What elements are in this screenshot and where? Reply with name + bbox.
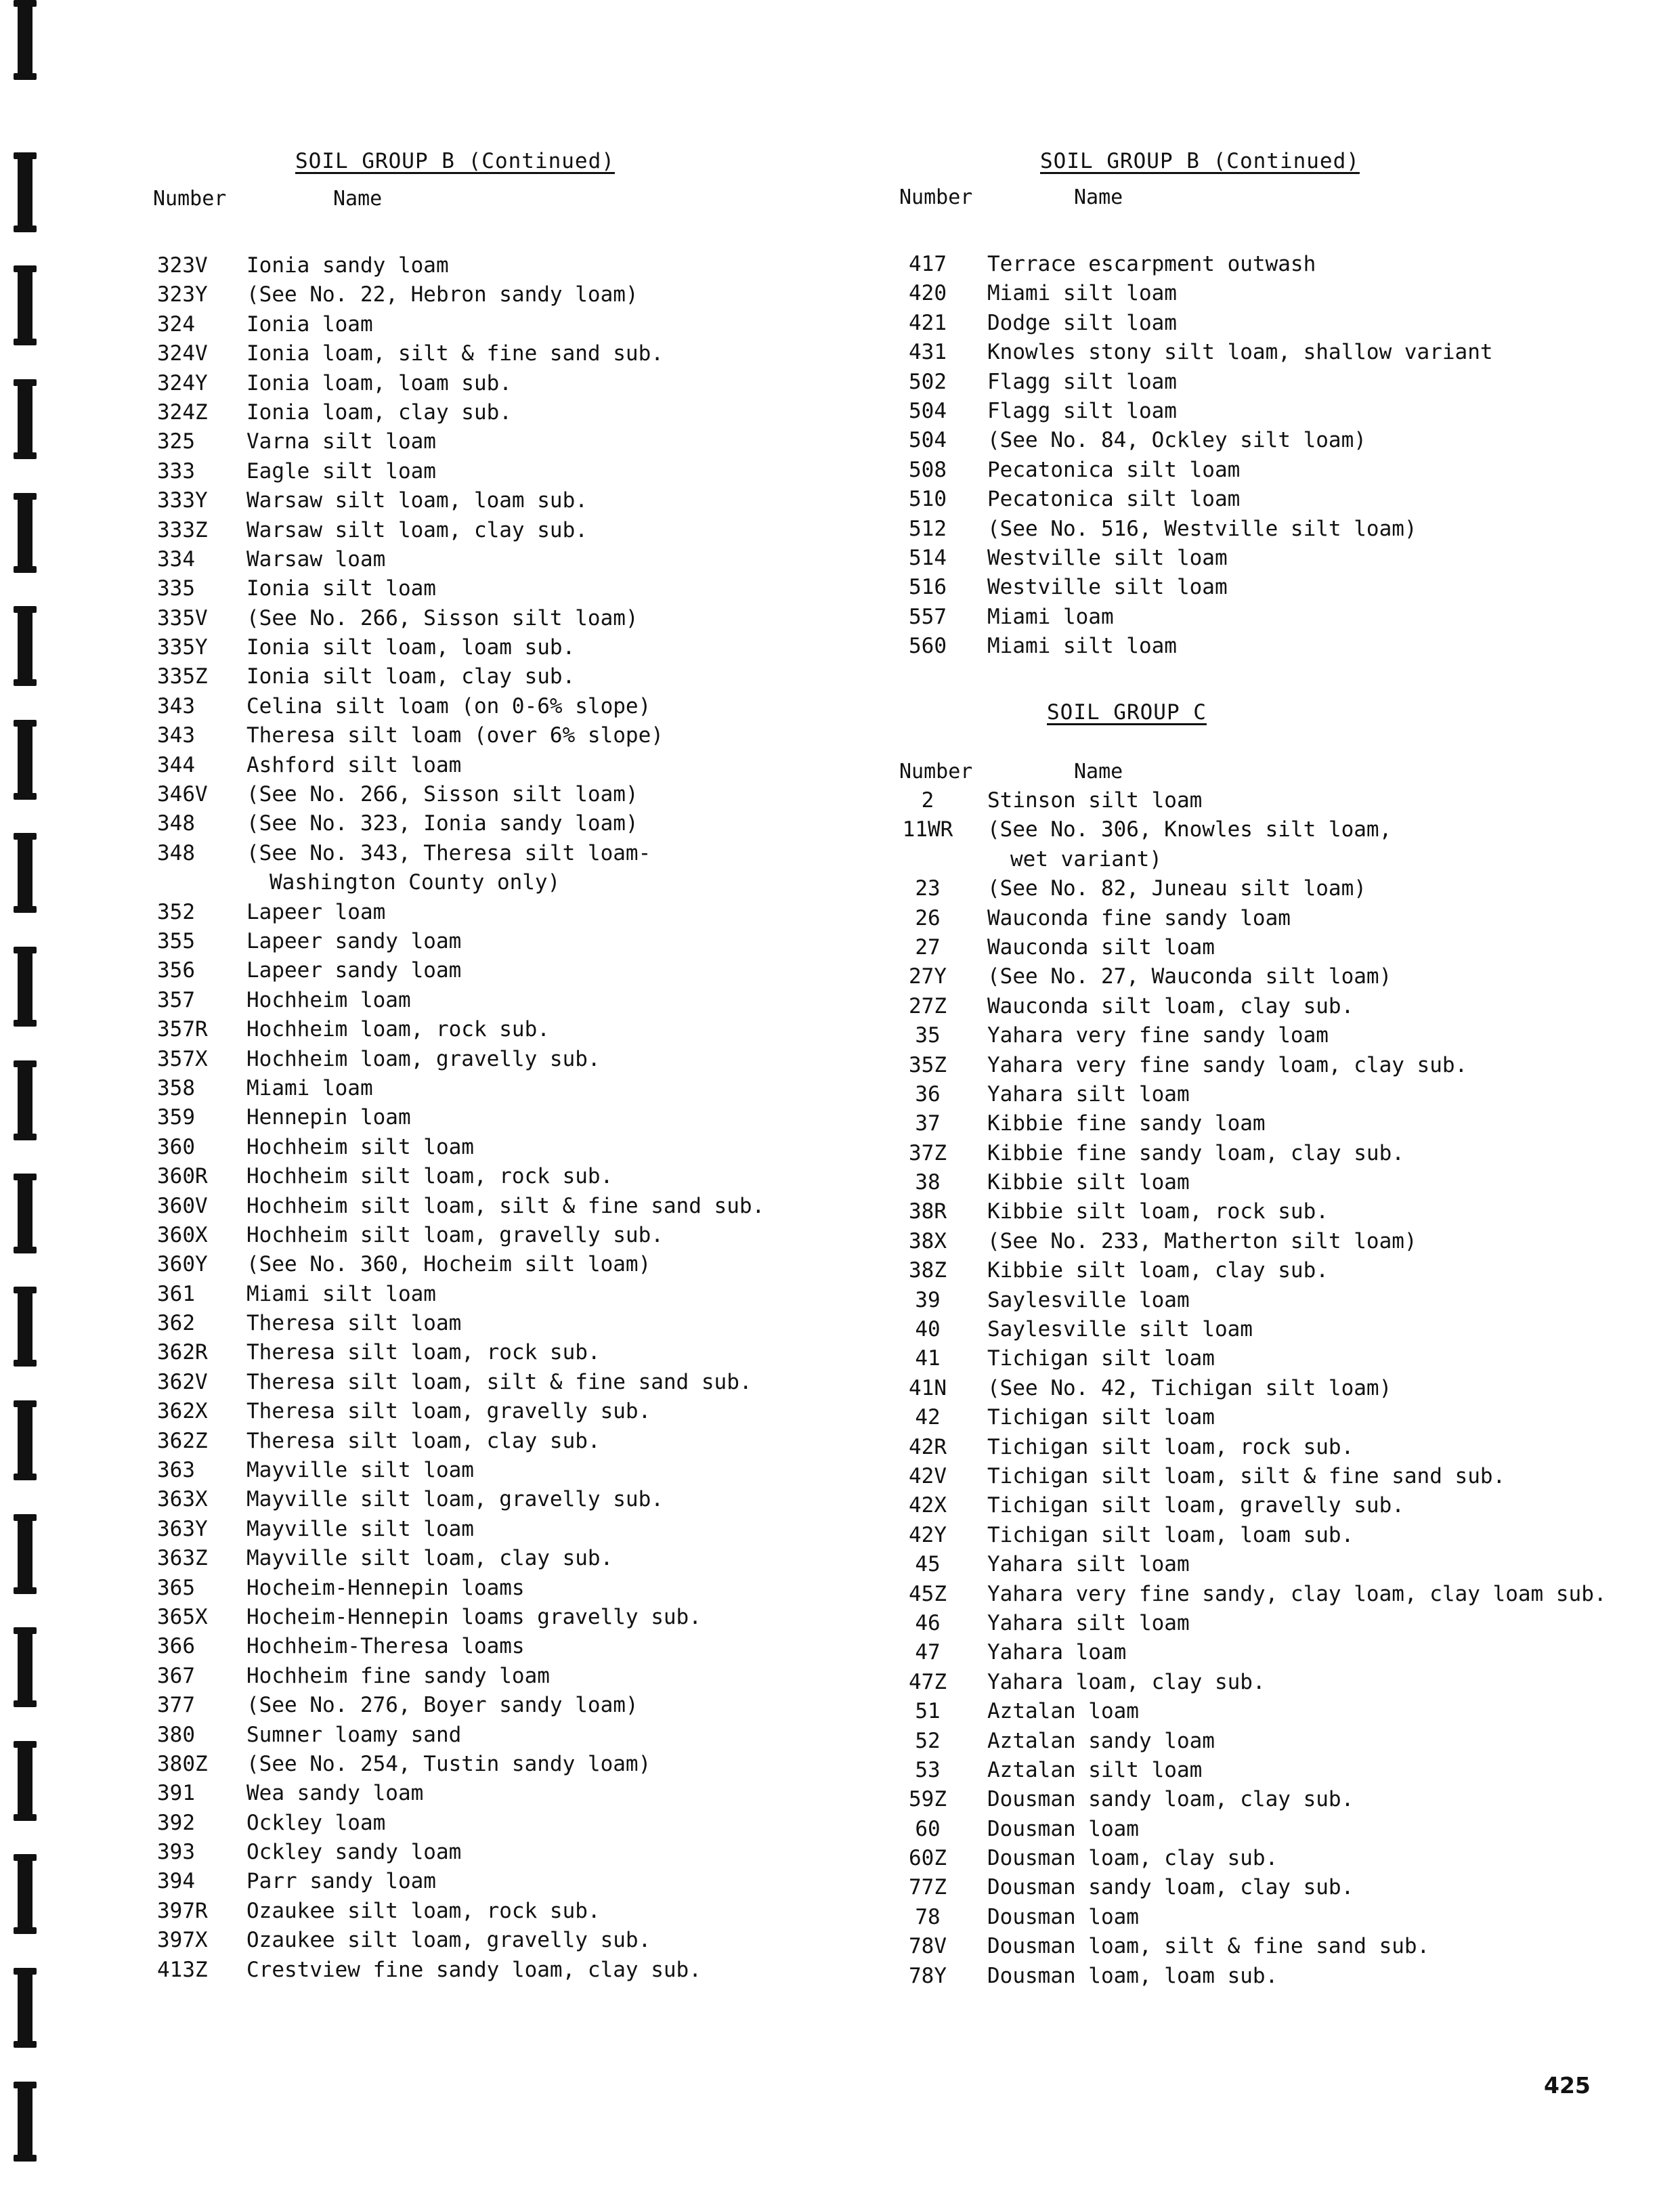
soil-name: Ionia loam, silt & fine sand sub. bbox=[246, 341, 664, 366]
soil-name: Lapeer loam bbox=[246, 899, 386, 924]
soil-number: 47 bbox=[915, 1640, 941, 1665]
soil-number: 45Z bbox=[909, 1581, 947, 1606]
binding-hole bbox=[18, 152, 33, 232]
soil-number: 52 bbox=[915, 1728, 941, 1753]
left-col-name-header: Name bbox=[333, 187, 383, 211]
page-number: 425 bbox=[1544, 2072, 1591, 2099]
soil-name: Kibbie silt loam, rock sub. bbox=[987, 1199, 1329, 1224]
soil-name: Wauconda fine sandy loam bbox=[987, 905, 1291, 930]
soil-number: 343 bbox=[157, 693, 195, 718]
soil-name: Knowles stony silt loam, shallow variant bbox=[987, 340, 1493, 365]
soil-name: Stinson silt loam bbox=[987, 788, 1203, 813]
soil-number: 324Z bbox=[157, 400, 208, 425]
soil-name: Washington County only) bbox=[270, 870, 561, 895]
soil-number: 508 bbox=[909, 457, 947, 482]
soil-number: 397R bbox=[157, 1898, 208, 1923]
soil-name: Dousman loam, loam sub. bbox=[987, 1963, 1278, 1988]
soil-name: Hocheim-Hennepin loams gravelly sub. bbox=[246, 1604, 702, 1629]
soil-number: 42 bbox=[915, 1405, 941, 1430]
soil-number: 60 bbox=[915, 1816, 941, 1841]
soil-name: Hochheim loam, gravelly sub. bbox=[246, 1046, 601, 1071]
soil-number: 363Z bbox=[157, 1546, 208, 1571]
binding-hole bbox=[18, 606, 33, 686]
soil-name: Warsaw silt loam, loam sub. bbox=[246, 488, 588, 513]
soil-number: 51 bbox=[915, 1699, 941, 1724]
soil-number: 362V bbox=[157, 1369, 208, 1394]
binding-hole bbox=[18, 947, 33, 1027]
soil-number: 11WR bbox=[902, 817, 953, 842]
soil-name: Theresa silt loam, clay sub. bbox=[246, 1428, 601, 1453]
soil-name: Ashford silt loam bbox=[246, 752, 462, 777]
soil-name: Theresa silt loam bbox=[246, 1311, 462, 1336]
soil-name: Hochheim fine sandy loam bbox=[246, 1663, 550, 1688]
soil-name: (See No. 360, Hocheim silt loam) bbox=[246, 1252, 651, 1277]
soil-number: 360V bbox=[157, 1193, 208, 1218]
soil-number: 40 bbox=[915, 1317, 941, 1342]
soil-number: 47Z bbox=[909, 1669, 947, 1694]
binding-hole bbox=[18, 1174, 33, 1253]
soil-name: Aztalan sandy loam bbox=[987, 1728, 1215, 1753]
soil-number: 324V bbox=[157, 341, 208, 366]
soil-name: Saylesville loam bbox=[987, 1287, 1190, 1312]
binding-hole bbox=[18, 720, 33, 800]
soil-name: Tichigan silt loam, gravelly sub. bbox=[987, 1493, 1404, 1518]
binding-hole bbox=[18, 1060, 33, 1140]
binding-hole bbox=[18, 493, 33, 573]
soil-name: Lapeer sandy loam bbox=[246, 928, 462, 953]
left-section-heading: SOIL GROUP B (Continued) bbox=[295, 149, 615, 173]
soil-name: Dousman loam bbox=[987, 1816, 1139, 1841]
soil-name: Aztalan silt loam bbox=[987, 1757, 1203, 1782]
binding-hole bbox=[18, 1854, 33, 1934]
soil-number: 344 bbox=[157, 752, 195, 777]
soil-number: 335V bbox=[157, 605, 208, 630]
soil-name: Warsaw loam bbox=[246, 546, 386, 572]
soil-number: 41N bbox=[909, 1375, 947, 1400]
soil-number: 377 bbox=[157, 1693, 195, 1718]
soil-name: Hennepin loam bbox=[246, 1105, 411, 1130]
soil-name: Theresa silt loam (over 6% slope) bbox=[246, 723, 664, 748]
soil-number: 504 bbox=[909, 428, 947, 453]
soil-number: 394 bbox=[157, 1869, 195, 1894]
soil-number: 333 bbox=[157, 458, 195, 483]
soil-name: Ionia silt loam, loam sub. bbox=[246, 635, 576, 660]
binding-hole bbox=[18, 833, 33, 913]
binding-hole bbox=[18, 1968, 33, 2048]
soil-group-c-heading: SOIL GROUP C bbox=[1047, 700, 1207, 725]
soil-number: 323V bbox=[157, 253, 208, 278]
soil-name: Pecatonica silt loam bbox=[987, 457, 1241, 482]
binding-holes bbox=[12, 0, 39, 2192]
soil-number: 352 bbox=[157, 899, 195, 924]
soil-name: Hocheim-Hennepin loams bbox=[246, 1575, 525, 1600]
soil-name: Kibbie silt loam, clay sub. bbox=[987, 1258, 1329, 1283]
soil-number: 366 bbox=[157, 1634, 195, 1659]
soil-name: Eagle silt loam bbox=[246, 458, 436, 483]
soil-name: Dodge silt loam bbox=[987, 310, 1177, 335]
soil-number: 53 bbox=[915, 1757, 941, 1782]
soil-name: (See No. 276, Boyer sandy loam) bbox=[246, 1693, 639, 1718]
soil-name: Yahara silt loam bbox=[987, 1081, 1190, 1106]
soil-number: 360 bbox=[157, 1134, 195, 1159]
soil-number: 431 bbox=[909, 340, 947, 365]
binding-hole bbox=[18, 1514, 33, 1594]
soil-name: (See No. 323, Ionia sandy loam) bbox=[246, 811, 639, 836]
soil-name: Wauconda silt loam, clay sub. bbox=[987, 993, 1354, 1018]
soil-number: 324 bbox=[157, 311, 195, 337]
soil-name: Hochheim silt loam, gravelly sub. bbox=[246, 1222, 664, 1247]
soil-number: 333Y bbox=[157, 488, 208, 513]
soil-number: 510 bbox=[909, 487, 947, 512]
soil-name: Theresa silt loam, gravelly sub. bbox=[246, 1399, 651, 1424]
soil-number: 37 bbox=[915, 1111, 941, 1136]
soil-number: 35 bbox=[915, 1023, 941, 1048]
soil-number: 38R bbox=[909, 1199, 947, 1224]
soil-number: 45 bbox=[915, 1552, 941, 1577]
soil-number: 355 bbox=[157, 928, 195, 953]
soil-name: Ockley loam bbox=[246, 1810, 386, 1835]
soil-name: Hochheim silt loam bbox=[246, 1134, 474, 1159]
binding-hole bbox=[18, 265, 33, 345]
soil-name: Terrace escarpment outwash bbox=[987, 252, 1316, 276]
soil-number: 392 bbox=[157, 1810, 195, 1835]
soil-name: Ionia loam bbox=[246, 311, 373, 337]
soil-name: Hochheim-Theresa loams bbox=[246, 1634, 525, 1659]
soil-name: (See No. 254, Tustin sandy loam) bbox=[246, 1751, 651, 1776]
soil-number: 560 bbox=[909, 634, 947, 659]
soil-name: Hochheim silt loam, rock sub. bbox=[246, 1164, 613, 1189]
soil-name: Ionia sandy loam bbox=[246, 253, 449, 278]
soil-name: Ockley sandy loam bbox=[246, 1840, 462, 1865]
binding-hole bbox=[18, 0, 33, 80]
soil-name: (See No. 266, Sisson silt loam) bbox=[246, 782, 639, 807]
soil-name: Ozaukee silt loam, gravelly sub. bbox=[246, 1928, 651, 1953]
soil-name: Hochheim loam, rock sub. bbox=[246, 1017, 550, 1042]
soil-name: (See No. 516, Westville silt loam) bbox=[987, 516, 1417, 541]
soil-number: 362X bbox=[157, 1399, 208, 1424]
soil-number: 360Y bbox=[157, 1252, 208, 1277]
soil-name: Hochheim loam bbox=[246, 987, 411, 1012]
soil-number: 365X bbox=[157, 1604, 208, 1629]
soil-name: (See No. 233, Matherton silt loam) bbox=[987, 1228, 1417, 1253]
soil-number: 421 bbox=[909, 310, 947, 335]
soil-number: 46 bbox=[915, 1610, 941, 1635]
soil-name: Crestview fine sandy loam, clay sub. bbox=[246, 1957, 702, 1982]
soil-number: 41 bbox=[915, 1346, 941, 1371]
soil-number: 348 bbox=[157, 811, 195, 836]
soil-number: 360R bbox=[157, 1164, 208, 1189]
soil-name: wet variant) bbox=[1010, 846, 1162, 872]
soil-number: 359 bbox=[157, 1105, 195, 1130]
group-c-col-number-header: Number bbox=[899, 760, 973, 783]
soil-name: Miami silt loam bbox=[987, 634, 1177, 659]
soil-number: 557 bbox=[909, 604, 947, 629]
soil-number: 365 bbox=[157, 1575, 195, 1600]
soil-number: 38 bbox=[915, 1170, 941, 1195]
soil-number: 362R bbox=[157, 1340, 208, 1365]
soil-number: 325 bbox=[157, 429, 195, 454]
soil-name: (See No. 343, Theresa silt loam- bbox=[246, 840, 651, 865]
soil-number: 358 bbox=[157, 1075, 195, 1100]
soil-number: 361 bbox=[157, 1281, 195, 1306]
soil-name: Dousman loam, clay sub. bbox=[987, 1846, 1278, 1871]
soil-name: Dousman loam bbox=[987, 1904, 1139, 1929]
soil-name: Tichigan silt loam, loam sub. bbox=[987, 1522, 1354, 1547]
soil-name: Tichigan silt loam, silt & fine sand sub. bbox=[987, 1463, 1506, 1488]
soil-name: (See No. 82, Juneau silt loam) bbox=[987, 876, 1366, 901]
soil-number: 512 bbox=[909, 516, 947, 541]
soil-name: Yahara very fine sandy, clay loam, clay loam sub. bbox=[987, 1581, 1607, 1606]
soil-name: (See No. 27, Wauconda silt loam) bbox=[987, 964, 1392, 989]
soil-name: Pecatonica silt loam bbox=[987, 487, 1241, 512]
soil-number: 504 bbox=[909, 398, 947, 423]
soil-number: 42X bbox=[909, 1493, 947, 1518]
soil-number: 323Y bbox=[157, 282, 208, 307]
soil-number: 38X bbox=[909, 1228, 947, 1253]
soil-name: Kibbie fine sandy loam bbox=[987, 1111, 1266, 1136]
soil-number: 2 bbox=[921, 788, 934, 813]
soil-name: Mayville silt loam, clay sub. bbox=[246, 1546, 613, 1571]
soil-number: 380Z bbox=[157, 1751, 208, 1776]
soil-number: 26 bbox=[915, 905, 941, 930]
soil-name: Kibbie silt loam bbox=[987, 1170, 1190, 1195]
soil-name: Sumner loamy sand bbox=[246, 1722, 462, 1747]
soil-number: 38Z bbox=[909, 1258, 947, 1283]
soil-number: 27Z bbox=[909, 993, 947, 1018]
soil-name: Flagg silt loam bbox=[987, 369, 1177, 394]
binding-hole bbox=[18, 2082, 33, 2162]
soil-number: 36 bbox=[915, 1081, 941, 1106]
soil-name: Parr sandy loam bbox=[246, 1869, 436, 1894]
soil-number: 348 bbox=[157, 840, 195, 865]
soil-name: Wea sandy loam bbox=[246, 1781, 424, 1806]
soil-name: Lapeer sandy loam bbox=[246, 958, 462, 983]
soil-name: Celina silt loam (on 0-6% slope) bbox=[246, 693, 651, 718]
soil-number: 42V bbox=[909, 1463, 947, 1488]
soil-number: 60Z bbox=[909, 1846, 947, 1871]
soil-number: 357X bbox=[157, 1046, 208, 1071]
soil-number: 393 bbox=[157, 1840, 195, 1865]
soil-name: Tichigan silt loam bbox=[987, 1346, 1215, 1371]
soil-name: Westville silt loam bbox=[987, 575, 1228, 600]
binding-hole bbox=[18, 379, 33, 459]
soil-number: 363X bbox=[157, 1487, 208, 1512]
soil-number: 23 bbox=[915, 876, 941, 901]
soil-name: Warsaw silt loam, clay sub. bbox=[246, 517, 588, 542]
binding-hole bbox=[18, 1627, 33, 1707]
soil-number: 367 bbox=[157, 1663, 195, 1688]
soil-name: (See No. 306, Knowles silt loam, bbox=[987, 817, 1392, 842]
group-c-col-name-header: Name bbox=[1074, 760, 1123, 783]
soil-name: Ionia loam, clay sub. bbox=[246, 400, 512, 425]
soil-number: 380 bbox=[157, 1722, 195, 1747]
soil-number: 35Z bbox=[909, 1052, 947, 1077]
soil-number: 360X bbox=[157, 1222, 208, 1247]
soil-number: 27Y bbox=[909, 964, 947, 989]
soil-name: Yahara loam, clay sub. bbox=[987, 1669, 1266, 1694]
soil-name: Yahara very fine sandy loam bbox=[987, 1023, 1329, 1048]
soil-number: 346V bbox=[157, 782, 208, 807]
soil-name: (See No. 266, Sisson silt loam) bbox=[246, 605, 639, 630]
left-col-number-header: Number bbox=[153, 187, 227, 211]
soil-name: Ionia loam, loam sub. bbox=[246, 370, 512, 395]
soil-number: 42Y bbox=[909, 1522, 947, 1547]
soil-number: 27 bbox=[915, 934, 941, 960]
soil-number: 357R bbox=[157, 1017, 208, 1042]
binding-hole bbox=[18, 1287, 33, 1367]
soil-number: 59Z bbox=[909, 1787, 947, 1812]
soil-number: 363Y bbox=[157, 1516, 208, 1541]
soil-name: Ionia silt loam, clay sub. bbox=[246, 664, 576, 689]
soil-number: 335Z bbox=[157, 664, 208, 689]
soil-number: 391 bbox=[157, 1781, 195, 1806]
soil-name: Dousman sandy loam, clay sub. bbox=[987, 1787, 1354, 1812]
soil-name: Varna silt loam bbox=[246, 429, 436, 454]
soil-number: 335Y bbox=[157, 635, 208, 660]
soil-number: 39 bbox=[915, 1287, 941, 1312]
soil-name: Mayville silt loam bbox=[246, 1516, 474, 1541]
soil-number: 42R bbox=[909, 1434, 947, 1459]
soil-number: 420 bbox=[909, 281, 947, 306]
soil-name: Theresa silt loam, rock sub. bbox=[246, 1340, 601, 1365]
soil-name: Yahara silt loam bbox=[987, 1552, 1190, 1577]
soil-name: Yahara silt loam bbox=[987, 1610, 1190, 1635]
soil-name: Yahara loam bbox=[987, 1640, 1127, 1665]
soil-name: Miami silt loam bbox=[987, 281, 1177, 306]
soil-name: (See No. 22, Hebron sandy loam) bbox=[246, 282, 639, 307]
soil-number: 333Z bbox=[157, 517, 208, 542]
soil-number: 324Y bbox=[157, 370, 208, 395]
soil-number: 37Z bbox=[909, 1140, 947, 1165]
soil-name: Aztalan loam bbox=[987, 1699, 1139, 1724]
soil-number: 356 bbox=[157, 958, 195, 983]
soil-number: 334 bbox=[157, 546, 195, 572]
soil-name: Yahara very fine sandy loam, clay sub. bbox=[987, 1052, 1468, 1077]
soil-name: Dousman sandy loam, clay sub. bbox=[987, 1875, 1354, 1900]
soil-name: Miami loam bbox=[987, 604, 1114, 629]
soil-name: Saylesville silt loam bbox=[987, 1317, 1253, 1342]
soil-number: 362Z bbox=[157, 1428, 208, 1453]
soil-name: Wauconda silt loam bbox=[987, 934, 1215, 960]
soil-name: (See No. 42, Tichigan silt loam) bbox=[987, 1375, 1392, 1400]
right-col-number-header: Number bbox=[899, 186, 973, 209]
soil-name: Dousman loam, silt & fine sand sub. bbox=[987, 1934, 1430, 1959]
soil-name: Ionia silt loam bbox=[246, 576, 436, 601]
soil-name: Ozaukee silt loam, rock sub. bbox=[246, 1898, 601, 1923]
soil-name: Mayville silt loam, gravelly sub. bbox=[246, 1487, 664, 1512]
soil-name: Kibbie fine sandy loam, clay sub. bbox=[987, 1140, 1404, 1165]
soil-number: 362 bbox=[157, 1311, 195, 1336]
soil-name: Mayville silt loam bbox=[246, 1458, 474, 1483]
soil-name: Hochheim silt loam, silt & fine sand sub. bbox=[246, 1193, 765, 1218]
soil-name: (See No. 84, Ockley silt loam) bbox=[987, 428, 1366, 453]
soil-number: 78Y bbox=[909, 1963, 947, 1988]
right-col-name-header: Name bbox=[1074, 186, 1123, 209]
binding-hole bbox=[18, 1400, 33, 1480]
soil-number: 357 bbox=[157, 987, 195, 1012]
soil-number: 397X bbox=[157, 1928, 208, 1953]
soil-number: 413Z bbox=[157, 1957, 208, 1982]
soil-name: Miami loam bbox=[246, 1075, 373, 1100]
soil-name: Westville silt loam bbox=[987, 545, 1228, 570]
soil-number: 502 bbox=[909, 369, 947, 394]
soil-name: Tichigan silt loam bbox=[987, 1405, 1215, 1430]
soil-name: Flagg silt loam bbox=[987, 398, 1177, 423]
soil-number: 516 bbox=[909, 575, 947, 600]
soil-number: 77Z bbox=[909, 1875, 947, 1900]
soil-number: 335 bbox=[157, 576, 195, 601]
soil-number: 78V bbox=[909, 1934, 947, 1959]
soil-name: Theresa silt loam, silt & fine sand sub. bbox=[246, 1369, 752, 1394]
soil-number: 514 bbox=[909, 545, 947, 570]
soil-number: 343 bbox=[157, 723, 195, 748]
soil-name: Miami silt loam bbox=[246, 1281, 436, 1306]
binding-hole bbox=[18, 1741, 33, 1821]
right-section-heading: SOIL GROUP B (Continued) bbox=[1040, 149, 1360, 173]
soil-number: 78 bbox=[915, 1904, 941, 1929]
soil-name: Tichigan silt loam, rock sub. bbox=[987, 1434, 1354, 1459]
soil-number: 417 bbox=[909, 252, 947, 276]
soil-number: 363 bbox=[157, 1458, 195, 1483]
